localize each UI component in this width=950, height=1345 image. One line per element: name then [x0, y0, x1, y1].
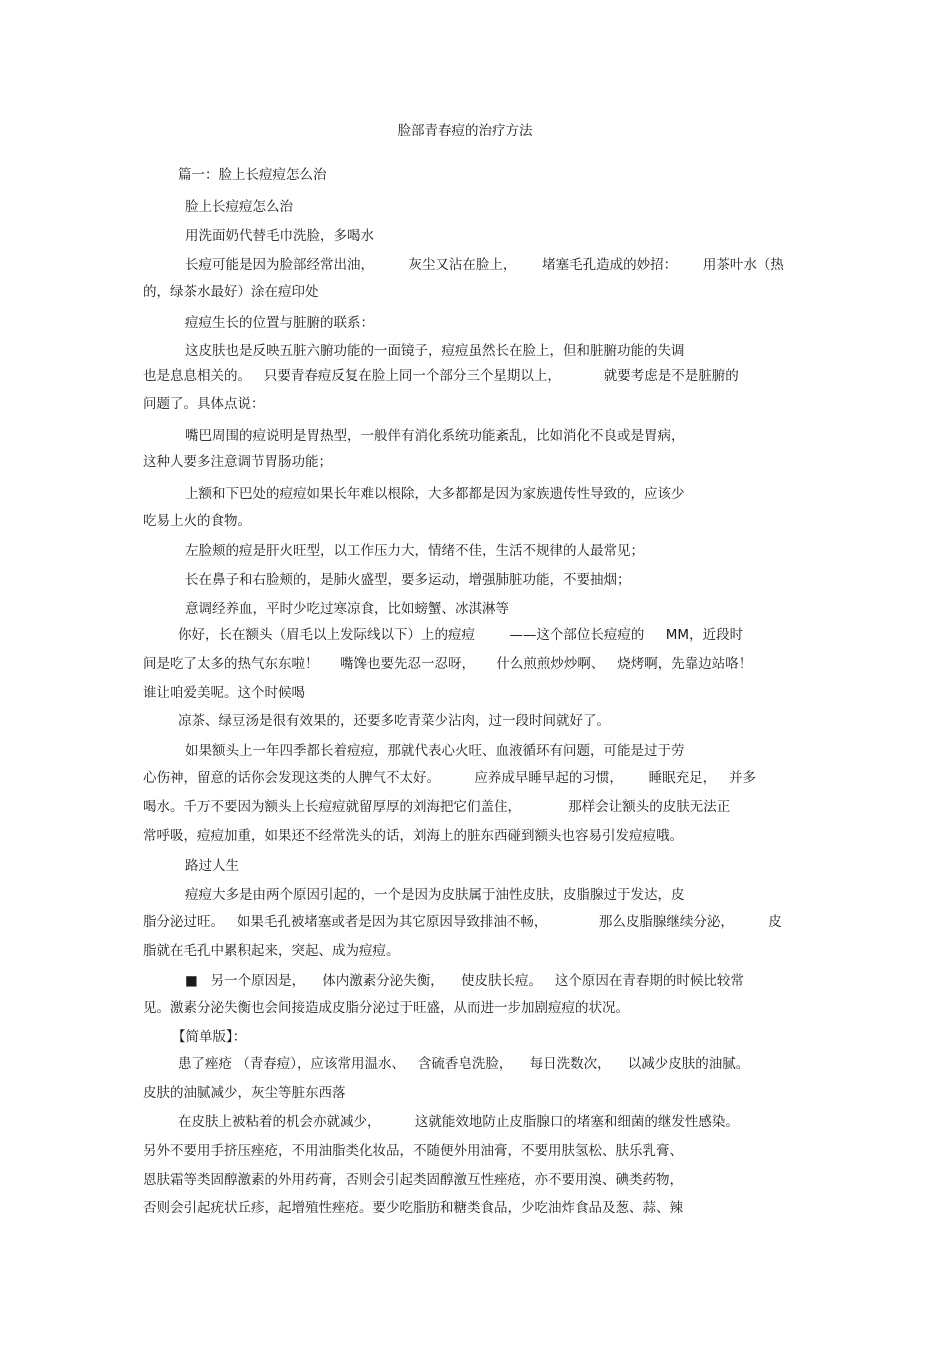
paragraph-line: 痘痘大多是由两个原因引起的，一个是因为皮肤属于油性皮肤，皮脂腺过于发达，皮 — [185, 887, 685, 903]
paragraph-line: 间是吃了太多的热气东东啦！ 嘴馋也要先忍一忍呀， 什么煎煎炒炒啊、 烧烤啊，先靠边站咯！ — [143, 656, 753, 672]
subheading: 脸上长痘痘怎么治 — [185, 199, 293, 215]
paragraph-line: 否则会引起疣状丘疹，起增殖性痤疮。要少吃脂肪和糖类食品，少吃油炸食品及葱、蒜、辣 — [143, 1200, 683, 1216]
paragraph-line: 上额和下巴处的痘痘如果长年难以根除，大多都都是因为家族遗传性导致的，应该少 — [185, 486, 685, 502]
paragraph-line: 患了痤疮 （青春痘），应该常用温水、 含硫香皂洗脸， 每日洗数次， 以减少皮肤的油腻。 — [178, 1056, 750, 1072]
paragraph-line: 吃易上火的食物。 — [143, 513, 251, 529]
paragraph-line: 长痘可能是因为脸部经常出油， 灰尘又沾在脸上， 堵塞毛孔造成的妙招： 用茶叶水（热 — [185, 257, 784, 273]
paragraph-line: 常呼吸，痘痘加重，如果还不经常洗头的话，刘海上的脏东西碰到额头也容易引发痘痘哦。 — [143, 828, 683, 844]
paragraph-line: 脂就在毛孔中累积起来，突起、成为痘痘。 — [143, 943, 400, 959]
paragraph-line: 在皮肤上被粘着的机会亦就减少， 这就能效地防止皮脂腺口的堵塞和细菌的继发性感染。 — [178, 1114, 739, 1130]
paragraph-line: 如果额头上一年四季都长着痘痘，那就代表心火旺、血液循环有问题，可能是过于劳 — [185, 743, 685, 759]
paragraph-line: 你好，长在额头（眉毛以上发际线以下）上的痘痘 ——这个部位长痘痘的 MM，近段时 — [178, 627, 744, 643]
paragraph-line: 左脸颊的痘是肝火旺型，以工作压力大，情绪不佳，生活不规律的人最常见； — [185, 543, 644, 559]
paragraph-line: 见。激素分泌失衡也会间接造成皮脂分泌过于旺盛，从而进一步加剧痘痘的状况。 — [143, 1000, 629, 1016]
paragraph-line: 恩肤霜等类固醇激素的外用药膏，否则会引起类固醇激互性痤疮，亦不要用溴、碘类药物， — [143, 1172, 683, 1188]
paragraph-line: 另外不要用手挤压痤疮，不用油脂类化妆品，不随便外用油膏，不要用肤氢松、肤乐乳膏、 — [143, 1143, 683, 1159]
paragraph-line: 也是息息相关的。 只要青春痘反复在脸上同一个部分三个星期以上， 就要考虑是不是脏腑的 — [143, 368, 739, 384]
paragraph-line: 心伤神，留意的话你会发现这类的人脾气不太好。 应养成早睡早起的习惯， 睡眠充足， 并多 — [143, 770, 756, 786]
page-title: 脸部青春痘的治疗方法 — [397, 123, 533, 139]
paragraph-line: 痘痘生长的位置与脏腑的联系： — [185, 315, 374, 331]
paragraph-line: 谁让咱爱美呢。这个时候喝 — [143, 685, 305, 701]
paragraph-line: 路过人生 — [185, 858, 239, 874]
paragraph-line: 这种人要多注意调节胃肠功能； — [143, 454, 332, 470]
paragraph-line: 长在鼻子和右脸颊的，是肺火盛型，要多运动，增强肺脏功能，不要抽烟； — [185, 572, 631, 588]
paragraph-line: 凉茶、绿豆汤是很有效果的，还要多吃青菜少沾肉，过一段时间就好了。 — [178, 713, 610, 729]
paragraph-line: ■ 另一个原因是， 体内激素分泌失衡， 使皮肤长痘。 这个原因在青春期的时候比较常 — [185, 973, 744, 989]
paragraph-line: 问题了。具体点说： — [143, 396, 265, 412]
paragraph-line: 的，绿茶水最好）涂在痘印处 — [143, 284, 319, 300]
paragraph-line: 喝水。千万不要因为额头上长痘痘就留厚厚的刘海把它们盖住， 那样会让额头的皮肤无法正 — [143, 799, 731, 815]
paragraph-line: 皮肤的油腻减少，灰尘等脏东西落 — [143, 1085, 346, 1101]
section-heading: 篇一：脸上长痘痘怎么治 — [178, 167, 327, 183]
paragraph-line: 这皮肤也是反映五脏六腑功能的一面镜子，痘痘虽然长在脸上，但和脏腑功能的失调 — [185, 343, 685, 359]
paragraph-line: 嘴巴周围的痘说明是胃热型，一般伴有消化系统功能紊乱，比如消化不良或是胃病， — [185, 428, 685, 444]
paragraph-line: 脂分泌过旺。 如果毛孔被堵塞或者是因为其它原因导致排油不畅， 那么皮脂腺继续分泌， 皮 — [143, 914, 782, 930]
paragraph-line: 意调经养血，平时少吃过寒凉食，比如螃蟹、冰淇淋等 — [185, 601, 509, 617]
paragraph-line: 用洗面奶代替毛巾洗脸，多喝水 — [185, 228, 374, 244]
paragraph-line: 【简单版】： — [172, 1029, 247, 1045]
